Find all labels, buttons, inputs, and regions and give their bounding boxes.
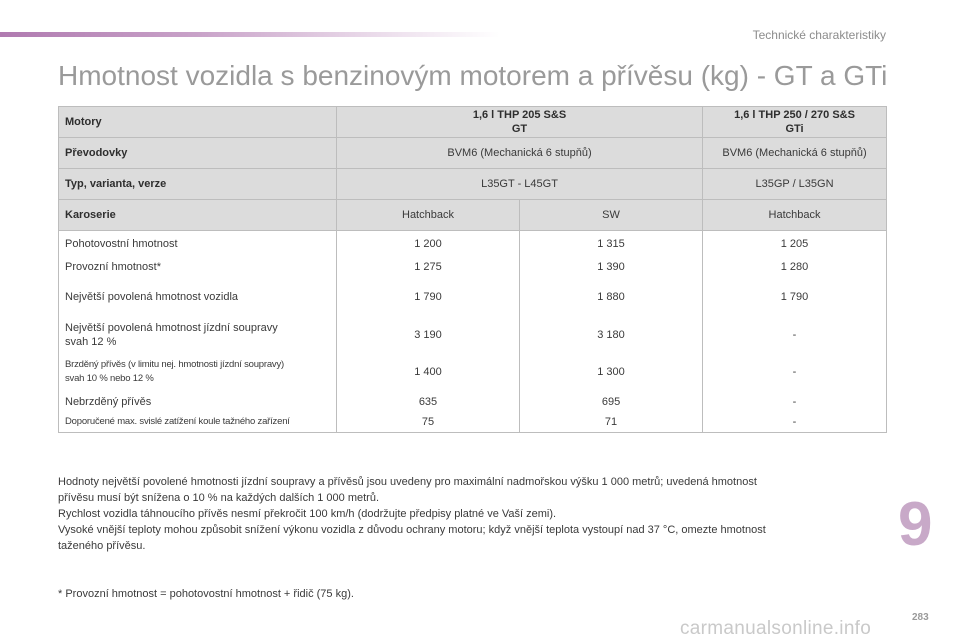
type-label: Typ, varianta, verze xyxy=(59,169,337,200)
cell-value: - xyxy=(703,391,887,413)
cell-value: 1 880 xyxy=(520,277,703,317)
cell-value: 71 xyxy=(520,413,703,433)
row-label-line: Brzděný přívěs (v limitu nej. hmotnosti jízdní soupravy) xyxy=(65,358,284,370)
motor-1-trim: GT xyxy=(511,123,528,135)
table-row xyxy=(59,277,887,317)
cell-value: 695 xyxy=(520,391,703,413)
weights-table xyxy=(58,106,887,433)
motors-label: Motory xyxy=(59,107,337,138)
row-label: Nebrzděný přívěs xyxy=(59,391,337,413)
cell-value: 635 xyxy=(337,391,520,413)
row-label-line: svah 10 % nebo 12 % xyxy=(65,372,154,384)
row-label-line: svah 12 % xyxy=(65,335,117,348)
body-2: SW xyxy=(520,200,703,231)
note-line: Vysoké vnější teploty mohou způsobit snížení výkonu vozidla z důvodu ochrany motoru; když vnější teplota vystoupí nad 37 °C, omezte hmotnost xyxy=(58,524,766,536)
chapter-number: 9 xyxy=(898,490,933,559)
type-1: L35GT - L45GT xyxy=(337,169,703,200)
notes xyxy=(58,474,878,554)
table-row xyxy=(59,257,887,277)
body-3: Hatchback xyxy=(703,200,887,231)
table-row xyxy=(59,317,887,353)
page-number: 283 xyxy=(912,612,929,623)
note-line: Hodnoty největší povolené hmotnosti jízdní soupravy a přívěsů jsou uvedeny pro maximální nadmořskou výšku 1 000 metrů; uvedená hmotnost xyxy=(58,476,757,488)
gearbox-row xyxy=(59,138,887,169)
type-row xyxy=(59,169,887,200)
body-label: Karoserie xyxy=(59,200,337,231)
row-label: Největší povolená hmotnost vozidla xyxy=(59,277,337,317)
table-row xyxy=(59,391,887,413)
table-row xyxy=(59,231,887,257)
motors-row xyxy=(59,107,887,138)
gearbox-label: Převodovky xyxy=(59,138,337,169)
table-row xyxy=(59,413,887,433)
body-1: Hatchback xyxy=(337,200,520,231)
cell-value: - xyxy=(703,413,887,433)
cell-value: 1 790 xyxy=(703,277,887,317)
row-label: Provozní hmotnost* xyxy=(59,257,337,277)
cell-value: 1 390 xyxy=(520,257,703,277)
cell-value: - xyxy=(703,317,887,353)
page-title: Hmotnost vozidla s benzinovým motorem a přívěsu (kg) - GT a GTi xyxy=(58,60,888,91)
gearbox-1: BVM6 (Mechanická 6 stupňů) xyxy=(337,138,703,169)
note-line: přívěsu musí být snížena o 10 % na každých dalších 1 000 metrů. xyxy=(58,492,380,504)
gearbox-2: BVM6 (Mechanická 6 stupňů) xyxy=(703,138,887,169)
cell-value: 1 280 xyxy=(703,257,887,277)
row-label: Pohotovostní hmotnost xyxy=(59,231,337,257)
cell-value: 1 300 xyxy=(520,353,703,391)
cell-value: 1 275 xyxy=(337,257,520,277)
cell-value: 1 790 xyxy=(337,277,520,317)
motor-2-name: 1,6 l THP 250 / 270 S&S xyxy=(734,109,855,121)
footnote: * Provozní hmotnost = pohotovostní hmotnost + řidič (75 kg). xyxy=(58,588,354,600)
section-title: Technické charakteristiky xyxy=(752,28,886,42)
motor-1-header xyxy=(337,107,703,138)
type-2: L35GP / L35GN xyxy=(703,169,887,200)
cell-value: - xyxy=(703,353,887,391)
cell-value: 1 400 xyxy=(337,353,520,391)
cell-value: 75 xyxy=(337,413,520,433)
motor-2-trim: GTi xyxy=(785,123,804,135)
motor-1-name: 1,6 l THP 205 S&S xyxy=(472,109,567,121)
cell-value: 3 180 xyxy=(520,317,703,353)
motor-2-header xyxy=(703,107,887,138)
row-label xyxy=(59,353,337,391)
body-row xyxy=(59,200,887,231)
table-row xyxy=(59,353,887,391)
row-label xyxy=(59,317,337,353)
cell-value: 1 205 xyxy=(703,231,887,257)
cell-value: 3 190 xyxy=(337,317,520,353)
row-label: Doporučené max. svislé zatížení koule tažného zařízení xyxy=(59,413,337,433)
row-label-line: Největší povolená hmotnost jízdní soupravy xyxy=(65,321,278,334)
note-line: Rychlost vozidla táhnoucího přívěs nesmí překročit 100 km/h (dodržujte předpisy platné ve Vaší zemi). xyxy=(58,508,557,520)
watermark: carmanualsonline.info xyxy=(680,618,872,639)
cell-value: 1 315 xyxy=(520,231,703,257)
note-line: taženého přívěsu. xyxy=(58,540,146,552)
cell-value: 1 200 xyxy=(337,231,520,257)
header-accent-bar xyxy=(0,32,500,37)
